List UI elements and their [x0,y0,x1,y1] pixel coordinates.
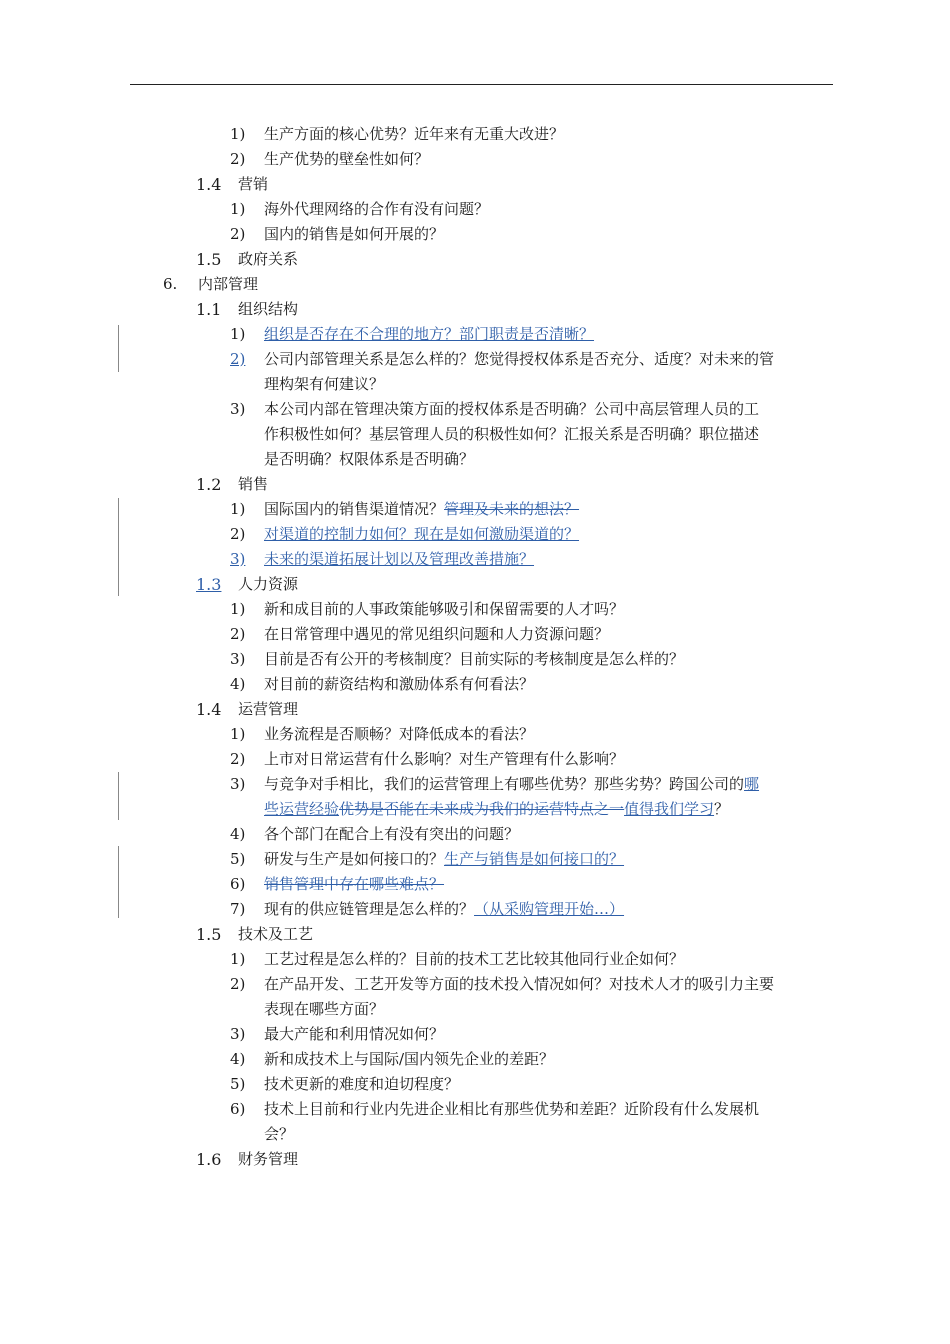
section-heading: 1.6 财务管理 [196,1150,299,1169]
inserted-text: 2) [230,350,246,368]
section-heading: 1.5 政府关系 [196,250,299,269]
list-item: 1) 海外代理网络的合作有没有问题？ [230,200,490,218]
list-item: 6) 销售管理中存在哪些难点？ [0,872,950,897]
inserted-text: 组织是否存在不合理的地方？部门职责是否清晰？ [264,325,595,343]
section-heading: 1.1 组织结构 [196,300,299,319]
list-item: 1) 新和成目前的人事政策能够吸引和保留需要的人才吗？ [230,600,625,618]
list-item: 7) 现有的供应链管理是怎么样的？（从采购管理开始…） [230,900,625,918]
list-item: 1) 国际国内的销售渠道情况？管理及未来的想法？ [230,500,580,518]
list-item: 3) 最大产能和利用情况如何？ [230,1025,445,1043]
list-item: 3) 目前是否有公开的考核制度？目前实际的考核制度是怎么样的？ [230,650,685,668]
list-item: 2) 生产优势的壁垒性如何？ [230,150,430,168]
list-item: 4) 新和成技术上与国际/国内领先企业的差距？ [230,1050,555,1068]
inserted-text: 些运营经验 [264,800,340,818]
list-item: 5) 技术更新的难度和迫切程度？ [230,1075,460,1093]
section-heading: 1.4 运营管理 [196,700,299,719]
list-item-continuation: 些运营经验优势是否能在未来成为我们的运营特点之一值得我们学习？ [264,800,730,818]
list-item-continuation: 作积极性如何？基层管理人员的积极性如何？汇报关系是否明确？职位描述 [264,425,760,443]
list-item: 4) 各个部门在配合上有没有突出的问题？ [230,825,520,843]
header-rule [130,84,833,85]
inserted-text: 哪 [744,775,760,793]
list-item: 2) 国内的销售是如何开展的？ [230,225,445,243]
list-item: 4) 对目前的薪资结构和激励体系有何看法？ [230,675,535,693]
inserted-text: 3) [230,550,246,568]
list-item: 1) 业务流程是否顺畅？对降低成本的看法？ [230,725,535,743]
deleted-text: 销售管理中存在哪些难点？ [264,875,445,893]
deleted-text: 管理及未来的想法？ [444,500,580,518]
deleted-text: 优势是否能在未来成为我们的运营特点之一 [339,800,625,818]
inserted-text: 值得我们学习 [624,800,715,818]
inserted-text: 对渠道的控制力如何？现在是如何激励渠道的？ [264,525,580,543]
section-heading: 1.2 销售 [196,475,269,494]
list-item [0,547,950,572]
chapter-heading: 6. 内部管理 [163,275,259,293]
list-item: 1) 工艺过程是怎么样的？目前的技术工艺比较其他同行业企如何？ [230,950,685,968]
section-heading: 1.4 营销 [196,175,269,194]
list-item: 3) 本公司内部在管理决策方面的授权体系是否明确？公司中高层管理人员的工 [230,400,760,418]
list-item: 3) 与竞争对手相比，我们的运营管理上有哪些优势？那些劣势？跨国公司的哪 [230,775,760,793]
list-item-continuation: 会？ [264,1125,295,1143]
list-item-continuation: 是否明确？权限体系是否明确？ [264,450,475,468]
list-item: 1) 生产方面的核心优势？近年来有无重大改进？ [230,125,565,143]
inserted-text: 生产与销售是如何接口的？ [444,850,625,868]
list-item: 2) 公司内部管理关系是怎么样的？您觉得授权体系是否充分、适度？对未来的管 [0,347,950,372]
inserted-text: （从采购管理开始…） [474,900,625,918]
section-heading: 1.3 人力资源 [0,572,950,597]
list-item: 2) 在产品开发、工艺开发等方面的技术投入情况如何？对技术人才的吸引力主要 [230,975,775,993]
list-item-continuation: 表现在哪些方面？ [264,1000,385,1018]
list-item: 2) 上市对日常运营有什么影响？对生产管理有什么影响？ [230,750,625,768]
list-item: 1) 组织是否存在不合理的地方？部门职责是否清晰？ [0,322,950,347]
list-item: 6) 技术上目前和行业内先进企业相比有那些优势和差距？近阶段有什么发展机 [230,1100,760,1118]
list-item: 5) 研发与生产是如何接口的？生产与销售是如何接口的？ [230,850,625,868]
inserted-text: 1.3 [196,575,222,594]
inserted-text: 未来的渠道拓展计划以及管理改善措施？ [264,550,535,568]
list-item: 2) 对渠道的控制力如何？现在是如何激励渠道的？ [0,522,950,547]
section-heading: 1.5 技术及工艺 [196,925,314,944]
document-body [0,122,950,1172]
list-item: 2) 在日常管理中遇见的常见组织问题和人力资源问题？ [230,625,610,643]
list-item-continuation: 理构架有何建议？ [264,375,385,393]
